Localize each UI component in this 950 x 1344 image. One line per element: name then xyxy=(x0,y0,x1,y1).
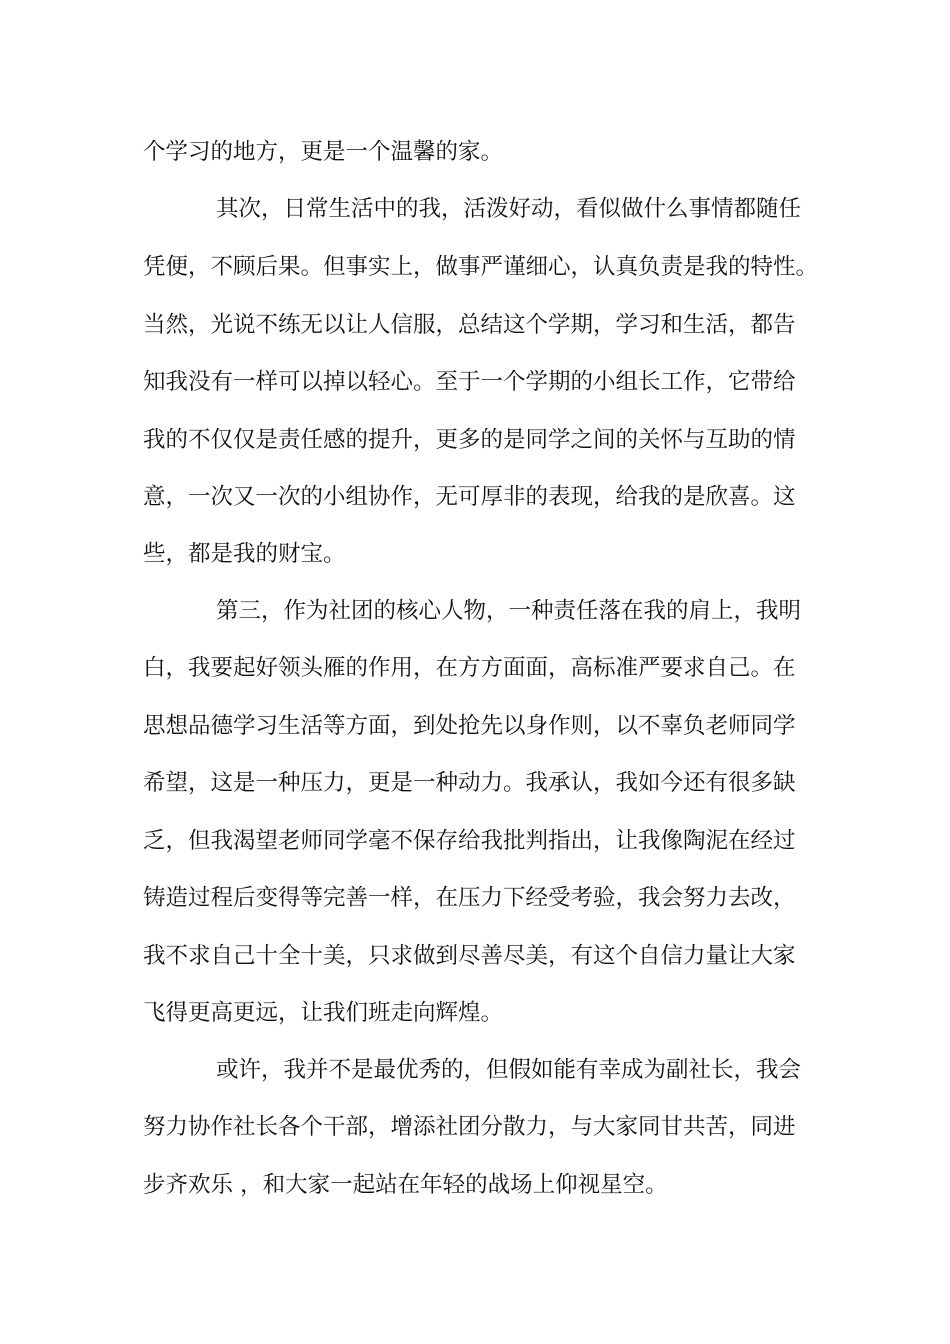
paragraph-start-line: 或许，我并不是最优秀的，但假如能有幸成为副社长，我会 xyxy=(216,1057,802,1083)
text-line: 乏，但我渴望老师同学毫不保存给我批判指出，让我像陶泥在经过 xyxy=(143,828,796,854)
text-line: 个学习的地方，更是一个温馨的家。 xyxy=(143,139,504,165)
text-line: 些，都是我的财宝。 xyxy=(143,541,346,567)
text-line: 希望，这是一种压力，更是一种动力。我承认，我如今还有很多缺 xyxy=(143,770,796,796)
text-line: 飞得更高更远，让我们班走向辉煌。 xyxy=(143,1000,504,1026)
paragraph-start-line: 其次，日常生活中的我，活泼好动，看似做什么事情都随任 xyxy=(216,196,802,222)
text-line: 当然，光说不练无以让人信服，总结这个学期，学习和生活，都告 xyxy=(143,312,796,338)
text-line: 铸造过程后变得等完善一样，在压力下经受考验，我会努力去改， xyxy=(143,885,796,911)
text-line: 步齐欢乐 ，和大家一起站在年轻的战场上仰视星空。 xyxy=(143,1172,668,1198)
text-line: 白，我要起好领头雁的作用，在方方面面，高标准严要求自己。在 xyxy=(143,655,796,681)
text-line: 凭便，不顾后果。但事实上，做事严谨细心，认真负责是我的特性。 xyxy=(143,254,819,280)
text-line: 思想品德学习生活等方面，到处抢先以身作则，以不辜负老师同学 xyxy=(143,713,796,739)
paragraph-start-line: 第三，作为社团的核心人物，一种责任落在我的肩上，我明 xyxy=(216,598,802,624)
text-line: 意，一次又一次的小组协作，无可厚非的表现，给我的是欣喜。这 xyxy=(143,484,796,510)
text-line: 我不求自己十全十美，只求做到尽善尽美，有这个自信力量让大家 xyxy=(143,943,796,969)
text-line: 知我没有一样可以掉以轻心。至于一个学期的小组长工作，它带给 xyxy=(143,369,796,395)
text-line: 我的不仅仅是责任感的提升，更多的是同学之间的关怀与互助的情 xyxy=(143,427,796,453)
text-line: 努力协作社长各个干部，增添社团分散力，与大家同甘共苦，同进 xyxy=(143,1114,796,1140)
